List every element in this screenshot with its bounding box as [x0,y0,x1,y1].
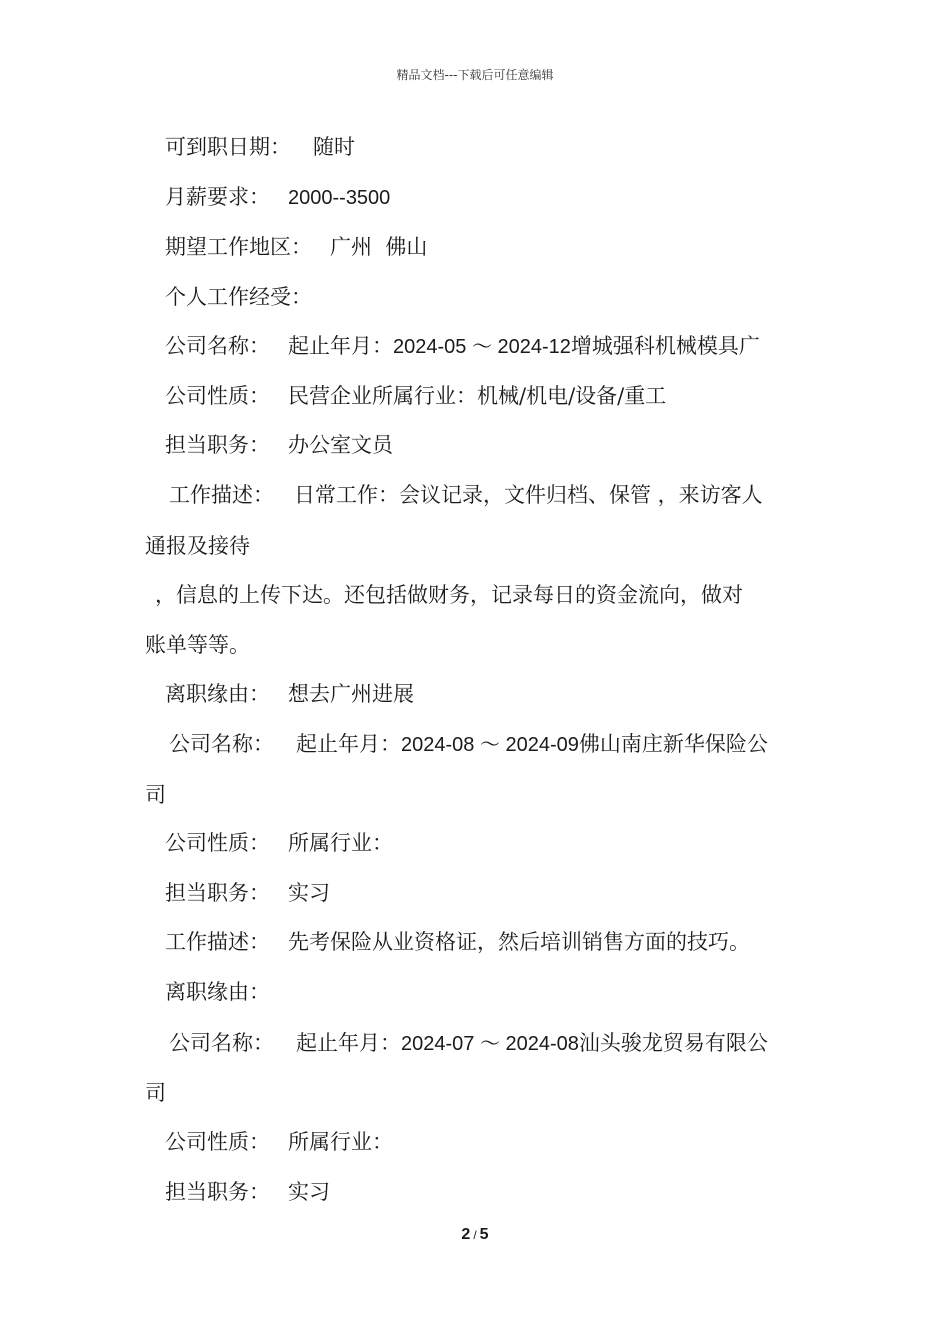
company-2-period: 2024-08 ～ 2024-09 [401,734,579,756]
page-number [0,1226,950,1244]
company-1-type-label: 公司性质： [165,384,270,408]
company-3-name-continued [145,1078,810,1108]
description-continued-2-text: ，信息的上传下达。还包括做财务，记录每日的资金流向，做对 [155,583,743,607]
company-3-period: 2024-07 ～ 2024-08 [401,1033,579,1055]
company-1-type-line [145,381,810,411]
company-3-name-continued-text: 司 [145,1081,166,1105]
company-1-line [145,331,810,362]
company-2-name: 佛山南庄新华保险公 [578,732,768,756]
available-date-value: 随时 [313,135,355,159]
description-continued-1 [145,531,810,561]
company-1-position-line [145,430,810,460]
company-2-name-continued [145,780,810,810]
available-date-label: 可到职日期： [165,135,291,159]
description-continued-2 [145,580,810,610]
company-1-name: 增城强科机械模具广 [570,334,760,358]
salary-value: 2000--3500 [288,187,391,209]
company-1-description-line [145,480,810,510]
description-continued-1-text: 通报及接待 [145,534,250,558]
description-continued-3-text: 账单等等。 [145,633,250,657]
location-value: 广州 佛山 [330,235,428,259]
company-1-position-label: 担当职务： [165,433,270,457]
company-1-leave-reason-value: 想去广州进展 [288,682,414,706]
company-2-leave-reason-label: 离职缘由： [165,980,270,1004]
page-header: 精品文档---下载后可任意编辑 [396,68,554,82]
company-2-type-value: 所属行业： [288,831,393,855]
company-1-description-label: 工作描述： [169,483,274,507]
company-3-type-value: 所属行业： [288,1130,393,1154]
company-2-period-label: 起止年月： [296,732,401,756]
salary-line [145,182,810,213]
description-continued-3 [145,630,810,660]
company-1-period: 2024-05 ～ 2024-12 [393,336,571,358]
company-3-position-line [145,1177,810,1207]
company-2-description-label: 工作描述： [165,930,270,954]
company-1-description-value: 日常工作：会议记录，文件归档、保管 ，来访客人 [294,483,763,507]
company-1-position-value: 办公室文员 [288,433,393,457]
company-1-leave-reason-line [145,679,810,709]
page-current: 2 [461,1226,471,1243]
experience-heading: 个人工作经受： [165,285,312,309]
experience-heading-line [145,282,810,312]
company-3-line [145,1028,810,1059]
company-3-position-value: 实习 [288,1180,330,1204]
company-1-type-value: 民营企业所属行业：机械/机电/设备/重工 [288,384,667,408]
company-2-position-value: 实习 [288,881,330,905]
company-2-type-line [145,828,810,858]
location-line [145,232,810,262]
location-label: 期望工作地区： [165,235,312,259]
company-1-label: 公司名称： [165,334,270,358]
company-2-description-value: 先考保险从业资格证，然后培训销售方面的技巧。 [288,930,750,954]
company-2-label: 公司名称： [169,732,274,756]
page-separator: / [473,1228,477,1242]
company-3-type-label: 公司性质： [165,1130,270,1154]
available-date-line [145,132,810,162]
company-1-period-label: 起止年月： [288,334,393,358]
company-2-leave-reason-line [145,977,810,1007]
company-3-type-line [145,1127,810,1157]
company-1-leave-reason-label: 离职缘由： [165,682,270,706]
company-2-position-line [145,878,810,908]
company-2-type-label: 公司性质： [165,831,270,855]
company-2-line [145,729,810,760]
company-3-position-label: 担当职务： [165,1180,270,1204]
company-3-period-label: 起止年月： [296,1031,401,1055]
company-2-description-line [145,927,810,957]
company-2-name-continued-text: 司 [145,783,166,807]
salary-label: 月薪要求： [165,185,270,209]
company-3-name: 汕头骏龙贸易有限公 [578,1031,768,1055]
company-3-label: 公司名称： [169,1031,274,1055]
page-total: 5 [479,1226,489,1243]
company-2-position-label: 担当职务： [165,881,270,905]
